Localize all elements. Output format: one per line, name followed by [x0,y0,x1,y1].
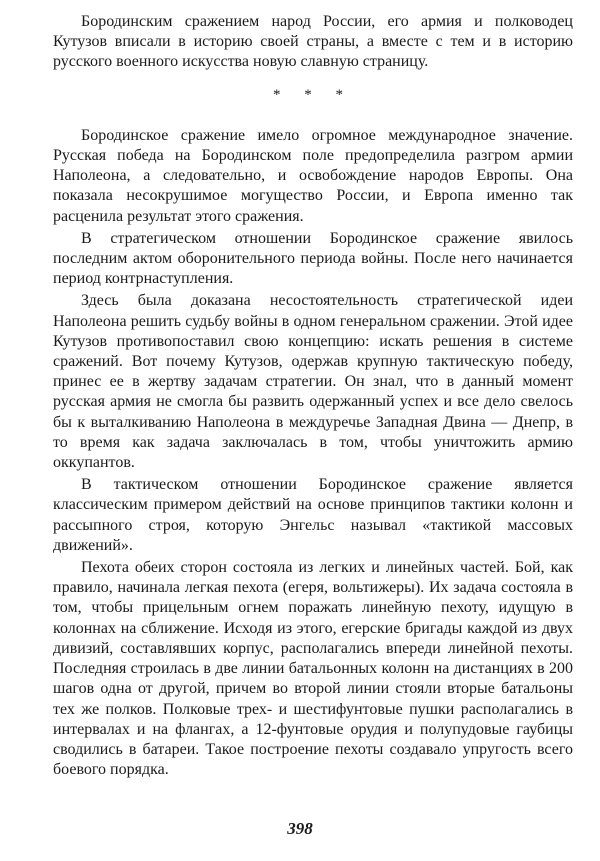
paragraph-intro: Бородинским сражением народ России, его армия и полководец Кутузов вписали в историю своей страны, а вместе с тем и в историю русского военного искусства новую славную страницу. [53,13,573,71]
paragraph-infantry: Пехота обеих сторон состояла из легких и линейных частей. Бой, как правило, начинала легкая пехота (егеря, вольтижеры). Их задача состояла в том, чтобы прицельным огнем поражать линейную пехоту, идущую в колоннах на сближение. Исходя из этого, егерские бригады каждой из двух дивизий, составлявших корпус, располагались впереди линейной пехоты. Последняя строилась в две линии батальонных колонн на дистанциях в 200 шагов одна от другой, причем во второй линии стояли вторые батальоны тех же полков. Полковые трех- и шестифунтовые пушки располагались в интервалах и на флангах, а 12-фунтовые орудия и полупудовые гаубицы сводились в батареи. Такое построение пехоты создавало упругость всего боевого порядка. [53,559,573,779]
paragraph-international-significance: Бородинское сражение имело огромное международное значение. Русская победа на Бородинском поле предопределила разгром армии Наполеона, а следовательно, и освобождение народов Европы. Она показала несокрушимое могущество России, и Европа именно так расценила результат этого сражения. [53,126,573,225]
page-body [53,12,573,780]
paragraph-strategic: В стратегическом отношении Бородинское сражение явилось последним актом оборонительного периода войны. После него начинается период контрнаступления. [53,229,573,288]
section-separator: * * * [273,86,353,103]
page-number: 398 [287,819,313,838]
paragraph-tactical: В тактическом отношении Бородинское сражение является классическим примером действий на основе принципов тактики колонн и рассыпного строя, которую Энгельс называл «тактикой массовых движений». [53,476,573,554]
paragraph-napoleon-idea: Здесь была доказана несостоятельность стратегической идеи Наполеона решить судьбу войны в одном генеральном сражении. Этой идее Кутузов противопоставил свою концепцию: искать решения в системе сражений. Вот почему Кутузов, одержав крупную тактическую победу, принес ее в жертву задачам стратегии. Он знал, что в данный момент русская армия не смогла бы развить одержанный успех и все дело свелось бы к выталкиванию Наполеона в междуречье Западная Двина — Днепр, в то время как задача заключалась в том, чтобы уничтожить армию оккупантов. [53,292,573,472]
